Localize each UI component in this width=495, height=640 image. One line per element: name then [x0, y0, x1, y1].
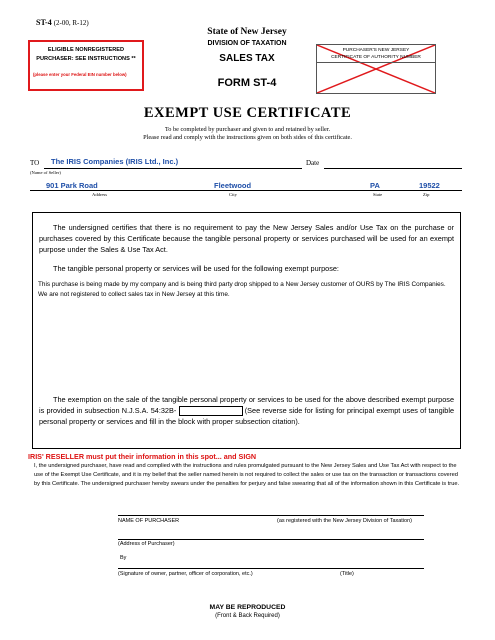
title-label: (Title)	[340, 571, 354, 577]
cert-line-rule	[317, 62, 435, 63]
signature-label: (Signature of owner, partner, officer of corporation, etc.)	[118, 571, 253, 577]
sales-tax-label: SALES TAX	[219, 53, 275, 64]
purchaser-address-label: (Address of Purchaser)	[118, 541, 175, 547]
signature-field[interactable]	[118, 556, 424, 569]
seller-address-line[interactable]	[30, 181, 462, 191]
exemption-text-part3: for listing for principal exempt uses of tangible personal property or services and fill in the block with proper subsection citation).	[39, 406, 455, 427]
seller-name-field[interactable]	[44, 157, 302, 169]
form-code	[36, 18, 89, 27]
seller-city: Fleetwood	[214, 181, 252, 190]
seller-state: PA	[370, 181, 380, 190]
by-label: By	[120, 555, 127, 561]
form-revision: (2-00, R-12)	[53, 19, 89, 27]
date-label: Date	[306, 159, 320, 167]
address-caption: Address	[92, 192, 108, 197]
form-name: FORM ST-4	[217, 77, 277, 89]
eligible-line2: PURCHASER: SEE INSTRUCTIONS **	[36, 56, 136, 62]
subtitle-line1: To be completed by purchaser and given to and retained by seller.	[164, 126, 331, 133]
cert-line1: PURCHASER'S NEW JERSEY	[342, 48, 410, 53]
eligible-line1: ELIGIBLE NONREGISTERED	[47, 47, 125, 53]
certification-paragraph: The undersigned certifies that there is no requirement to pay the New Jersey Sales and/or Use Tax on the purchase or purchases covered by this Certificate because the tangible personal property or services purchased will be used for an exempt purpose under the Sales & Use Tax Act.	[39, 223, 454, 255]
seller-zip: 19522	[419, 181, 440, 190]
purchaser-declaration: I, the undersigned purchaser, have read and complied with the instructions and rules promulgated pursuant to the New Jersey Sales and Use Tax Act with respect to the use of the Exempt Use Certificate, and it is my belief that the seller named herein is not required to collect the sales or use tax on the transaction or transactions covered by this Certificate. The undersigned purchaser hereby swears under the penalties for perjury and false swearing that all of the information shown in this Certificate is true.	[34, 463, 460, 487]
cert-line2: CERTIFICATE OF AUTHORITY NUMBER	[331, 55, 421, 60]
zip-caption: Zip	[423, 192, 430, 197]
purchaser-name-label: NAME OF PURCHASER	[118, 518, 180, 524]
city-caption: City	[229, 192, 237, 197]
exempt-purpose-intro: The tangible personal property or services will be used for the following exempt purpose:	[53, 264, 339, 273]
form-code-number: ST-4	[36, 18, 52, 27]
footer-reproduce: MAY BE REPRODUCED	[209, 604, 286, 611]
to-label: TO	[30, 159, 40, 167]
seller-address: 901 Park Road	[46, 181, 98, 190]
reseller-heading: IRIS' RESELLER must put their information in this spot... and SIGN	[28, 452, 257, 461]
eligible-box	[28, 40, 144, 91]
state-caption: State	[373, 192, 383, 197]
state-name: State of New Jersey	[207, 27, 287, 37]
purchaser-address-field[interactable]	[118, 527, 424, 540]
certification-box	[32, 212, 461, 449]
division-name: DIVISION OF TAXATION	[207, 40, 287, 47]
exemption-text-part2: (See reverse side	[244, 406, 303, 416]
exemption-citation-paragraph	[39, 394, 454, 428]
date-field[interactable]	[324, 157, 462, 169]
page-title: EXEMPT USE CERTIFICATE	[143, 105, 352, 121]
exempt-purpose-field[interactable]: This purchase is being made by my company and is being third party drop shipped to a New Jersey customer of OURS by The IRIS Companies. We are not registered to collect sales tax in New Jersey at this time.	[38, 281, 446, 298]
certificate-box	[316, 44, 436, 94]
purchaser-name-field[interactable]	[118, 503, 424, 516]
purchaser-name-note: (as registered with the New Jersey Division of Taxation)	[277, 518, 413, 524]
ein-note: (please enter your Federal EIN number below)	[33, 72, 127, 77]
seller-name: The IRIS Companies (IRIS Ltd., Inc.)	[51, 157, 179, 166]
subsection-input[interactable]	[179, 406, 243, 416]
footer-front-back: (Front & Back Required)	[215, 613, 280, 619]
subtitle-line2: Please read and comply with the instructions given on both sides of this certificate.	[143, 134, 352, 141]
exemption-text-part1: The exemption on the sale of the tangible personal property or services to be used for the above described exempt purpose is provided in subsection N.J.S.A. 54:32B-	[39, 395, 454, 416]
seller-name-caption: (Name of Seller)	[30, 170, 61, 175]
